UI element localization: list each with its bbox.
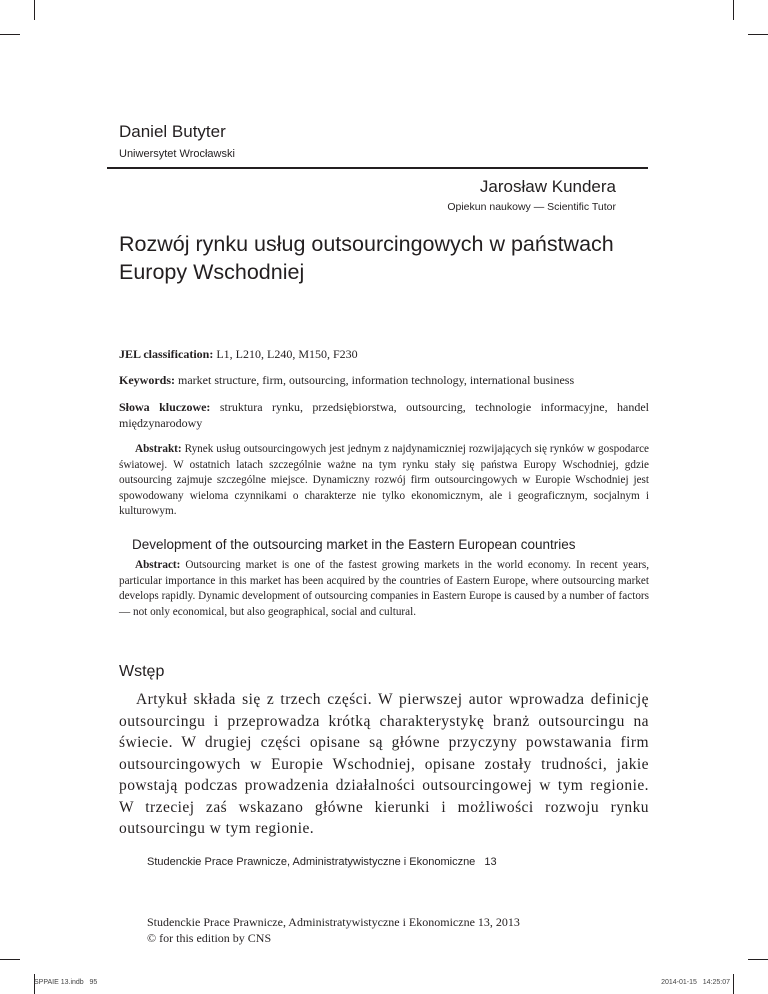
- keywords: [119, 373, 659, 388]
- abstract-en: [119, 558, 649, 620]
- imprint-line-2: © for this edition by CNS: [147, 931, 272, 945]
- running-footer: [147, 856, 497, 868]
- author-divider: [107, 167, 648, 169]
- crop-mark: [748, 959, 768, 960]
- abstract-en-value: Outsourcing market is one of the fastest growing markets in the world economy. In recent years, particular importance in this market has been acquired by the countries of Eastern Europe, where outsourcing market develops rapidly. Dynamic development of outsourcing companies in Eastern Europe is caused by a number of factors — not only economical, but also geographical, social and cultural.: [119, 559, 649, 618]
- keywords-value: market structure, firm, outsourcing, information technology, international business: [175, 373, 575, 387]
- crop-mark: [748, 34, 768, 35]
- slug-timestamp: 2014-01-15 14:25:07: [661, 979, 730, 986]
- crop-mark: [733, 0, 734, 20]
- keywords-pl: [119, 399, 649, 431]
- keywords-label: Keywords:: [119, 373, 175, 387]
- jel-classification: [119, 347, 649, 362]
- crop-mark: [733, 974, 734, 994]
- imprint-line-1: Studenckie Prace Prawnicze, Administratywistyczne i Ekonomiczne 13, 2013: [147, 915, 520, 929]
- crop-mark: [0, 34, 20, 35]
- section-heading: Wstęp: [119, 663, 165, 680]
- author-name: Daniel Butyter: [119, 122, 226, 141]
- abstract-pl-label: Abstrakt:: [135, 443, 182, 455]
- title-en: Development of the outsourcing market in the Eastern European countries: [132, 537, 576, 552]
- crop-mark: [0, 959, 20, 960]
- author-affiliation: Uniwersytet Wrocławski: [119, 148, 235, 160]
- jel-label: JEL classification:: [119, 347, 214, 361]
- section-body: Artykuł składa się z trzech części. W pierwszej autor wprowadza definicję outsourcingu i przeprowadza krótką charakterystykę branż outsourcingu na świecie. W drugiej części opisane są główne przyczyny powstawania firm outsourcingowych w Europie Wschodniej, opisane zostały trudności, jakie powstają podczas prowadzenia działalności outsourcingowej w tym regionie. W trzeciej zaś wskazano główne kierunki i możliwości rozwoju rynku outsourcingu w tym regionie.: [119, 691, 649, 837]
- footer-page-number: 13: [484, 856, 497, 868]
- keywords-pl-label: Słowa kluczowe:: [119, 400, 211, 414]
- crop-mark: [34, 0, 35, 20]
- abstract-pl: [119, 442, 649, 520]
- jel-value: L1, L210, L240, M150, F230: [213, 347, 358, 361]
- slug-filename: SPPAIE 13.indb 95: [34, 979, 98, 986]
- article-title: Rozwój rynku usług outsourcingowych w państwach Europy Wschodniej: [119, 232, 614, 284]
- abstract-pl-value: Rynek usług outsourcingowych jest jednym z najdynamiczniej rozwijających się rynków w gospodarce światowej. W ostatnich latach szczególnie ważne na tym rynku stały się państwa Europy Wschodniej, gdzie outsourcing zajmuje szczególne miejsce. Dynamiczny rozwój firm outsourcingowych w Europie Wschodniej jest spowodowany wieloma czynnikami o charakterze nie tylko ekonomicznym, ale i geograficznym, socjalnym i kulturowym.: [119, 443, 649, 517]
- tutor-name: Jarosław Kundera: [479, 177, 616, 196]
- tutor-role: Opiekun naukowy — Scientific Tutor: [447, 201, 616, 213]
- keywords-pl-value: struktura rynku, przedsiębiorstwa, outsourcing, technologie informacyjne, handel międzynarodowy: [119, 400, 650, 430]
- footer-journal: Studenckie Prace Prawnicze, Administratywistyczne i Ekonomiczne: [147, 856, 476, 868]
- abstract-en-label: Abstract:: [135, 559, 181, 571]
